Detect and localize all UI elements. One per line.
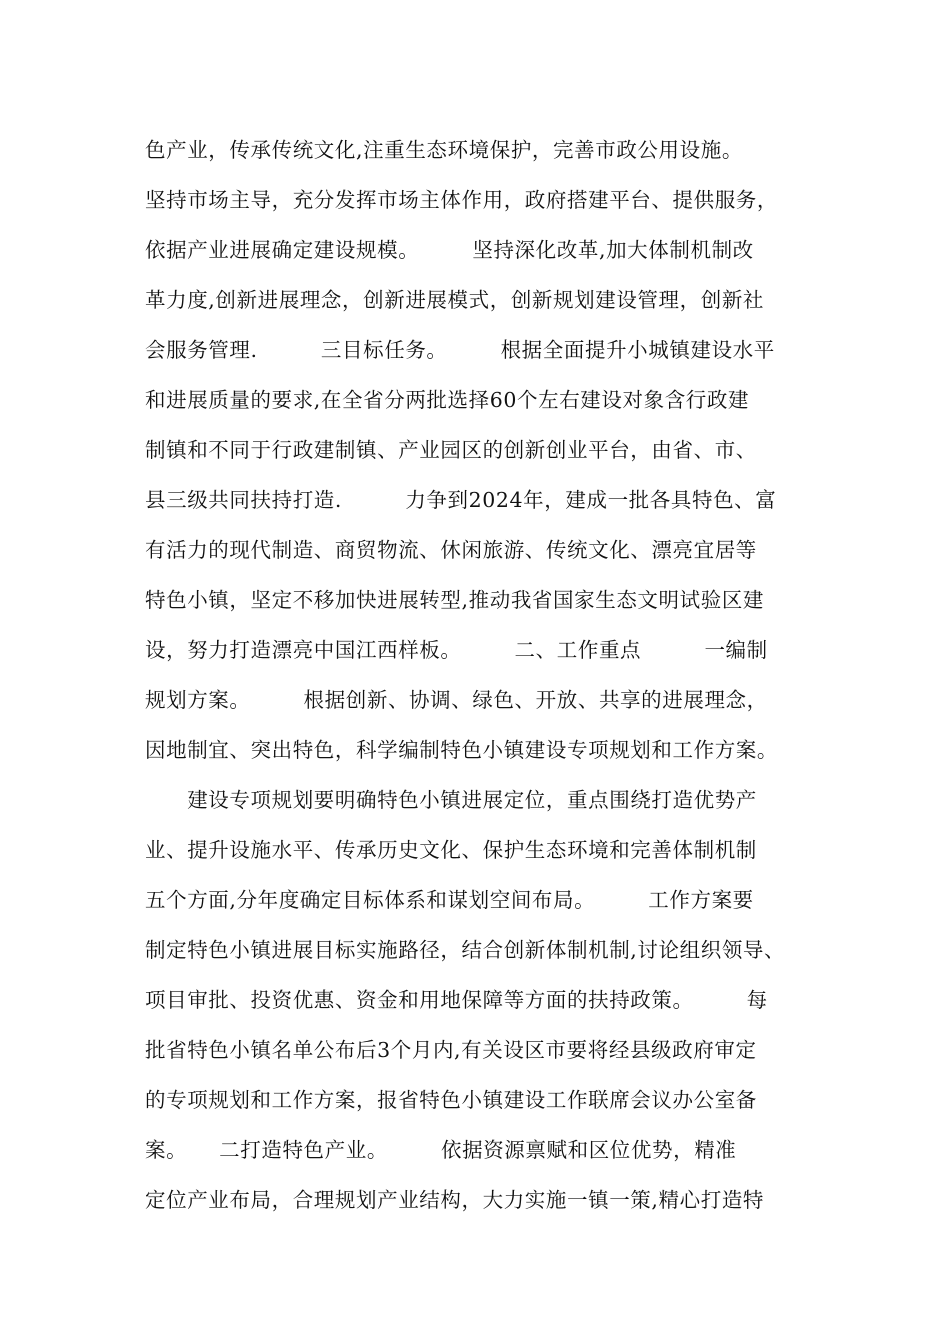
- paragraph-line: 会服务管理. 三目标任务。 根据全面提升小城镇建设水平: [145, 338, 775, 362]
- paragraph-line: 有活力的现代制造、商贸物流、休闲旅游、传统文化、漂亮宜居等: [145, 538, 757, 562]
- paragraph-line: 依据产业进展确定建设规模。 坚持深化改革,加大体制机制改: [145, 238, 754, 262]
- paragraph-line: 制定特色小镇进展目标实施路径，结合创新体制机制,讨论组织领导、: [145, 938, 786, 962]
- paragraph-line: 县三级共同扶持打造. 力争到2024年，建成一批各具特色、富: [145, 488, 777, 512]
- paragraph-line: 批省特色小镇名单公布后3个月内,有关设区市要将经县级政府审定: [145, 1038, 757, 1062]
- paragraph-line: 设，努力打造漂亮中国江西样板。 二、工作重点 一编制: [145, 638, 768, 662]
- paragraph-line: 色产业，传承传统文化,注重生态环境保护，完善市政公用设施。: [145, 138, 743, 162]
- paragraph-line: 的专项规划和工作方案，报省特色小镇建设工作联席会议办公室备: [145, 1088, 757, 1112]
- paragraph-line: 项目审批、投资优惠、资金和用地保障等方面的扶持政策。 每: [145, 988, 768, 1012]
- paragraph-line: 规划方案。 根据创新、协调、绿色、开放、共享的进展理念，: [145, 688, 768, 712]
- paragraph-line: 五个方面,分年度确定目标体系和谋划空间布局。 工作方案要: [145, 888, 754, 912]
- paragraph-line: 和进展质量的要求,在全省分两批选择60个左右建设对象含行政建: [145, 388, 750, 412]
- paragraph-line: 坚持市场主导，充分发挥市场主体作用，政府搭建平台、提供服务，: [145, 188, 778, 212]
- paragraph-line: 特色小镇，坚定不移加快进展转型,推动我省国家生态文明试验区建: [145, 588, 765, 612]
- paragraph-line: 定位产业布局，合理规划产业结构，大力实施一镇一策,精心打造特: [145, 1188, 765, 1212]
- paragraph-line: 因地制宜、突出特色，科学编制特色小镇建设专项规划和工作方案。: [145, 738, 778, 762]
- paragraph-line: 建设专项规划要明确特色小镇进展定位，重点围绕打造优势产: [145, 788, 757, 812]
- paragraph-line: 革力度,创新进展理念，创新进展模式，创新规划建设管理，创新社: [145, 288, 765, 312]
- paragraph-line: 案。 二打造特色产业。 依据资源禀赋和区位优势，精准: [145, 1138, 737, 1162]
- paragraph-line: 制镇和不同于行政建制镇、产业园区的创新创业平台，由省、市、: [145, 438, 757, 462]
- paragraph-line: 业、提升设施水平、传承历史文化、保护生态环境和完善体制机制: [145, 838, 757, 862]
